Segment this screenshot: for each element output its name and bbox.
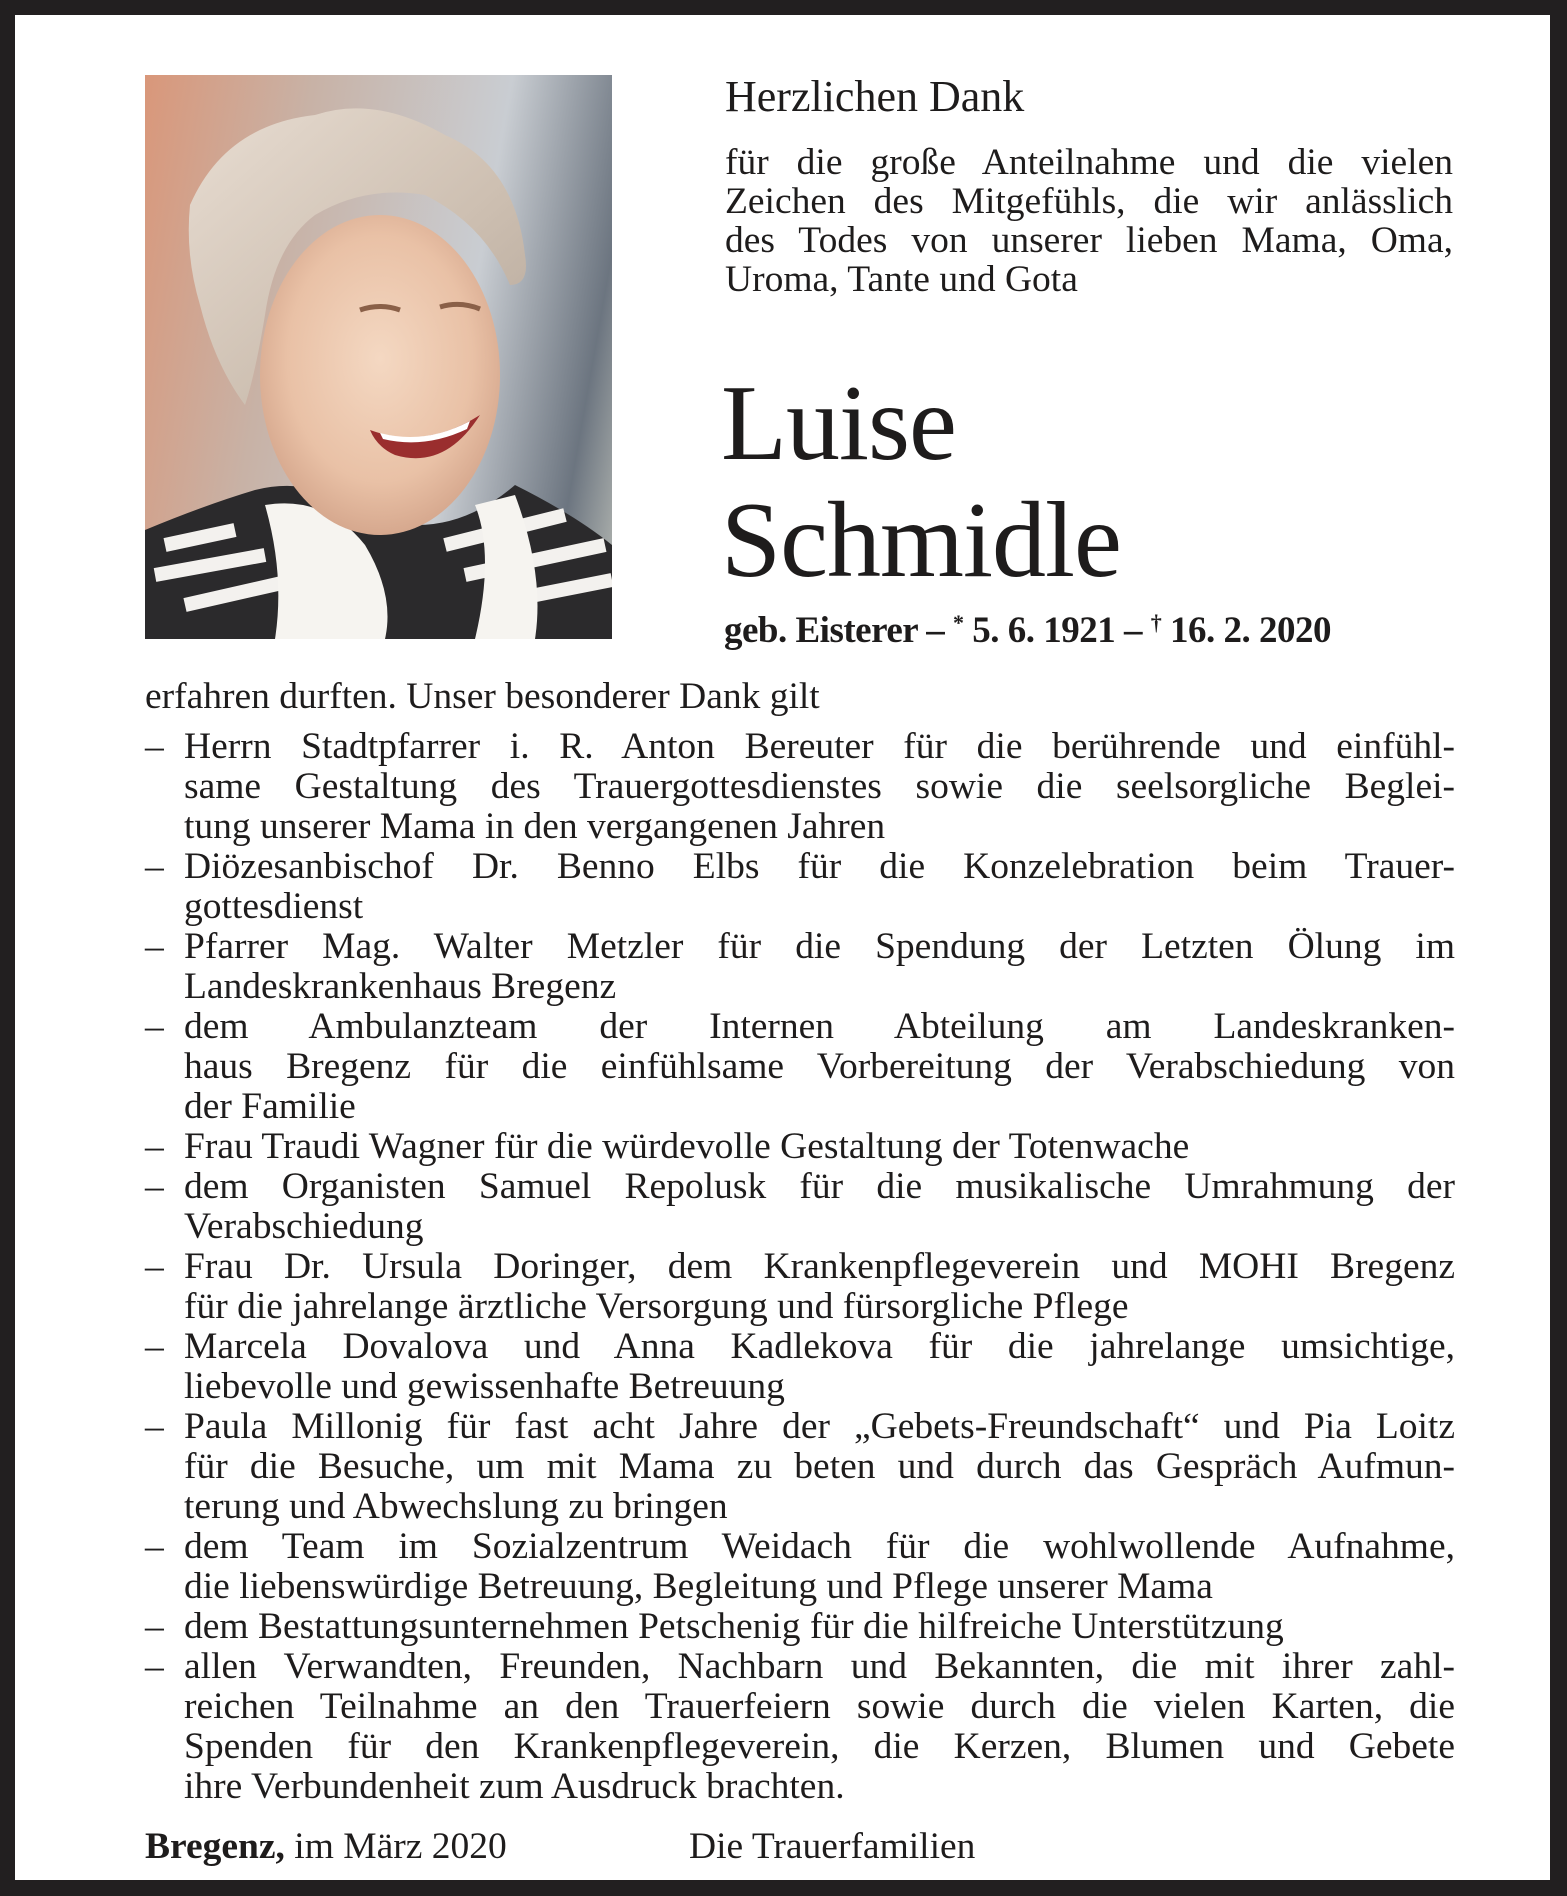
list-item: [145, 927, 1455, 1007]
list-item: [145, 1167, 1455, 1247]
list-item-line: haus Bregenz für die einfühlsame Vorbereitung der Verabschiedung von: [184, 1046, 1455, 1087]
list-item-line: dem Organisten Samuel Repolusk für die musikalische Umrahmung der: [184, 1166, 1455, 1207]
list-item-line: dem Ambulanzteam der Internen Abteilung am Landeskranken-: [184, 1006, 1455, 1047]
death-cross-icon: †: [1150, 610, 1162, 635]
birth-star-icon: *: [953, 610, 964, 635]
dash-bullet-icon: –: [145, 926, 164, 967]
date-separator: –: [1115, 610, 1151, 651]
list-item-line: Marcela Dovalova und Anna Kadlekova für die jahrelange umsichtige,: [184, 1326, 1455, 1367]
list-item-line: tung unserer Mama in den vergangenen Jahren: [184, 806, 886, 847]
last-name: Schmidle: [721, 481, 1121, 600]
dash-bullet-icon: –: [145, 1646, 164, 1687]
intro-line: des Todes von unserer lieben Mama, Oma,: [725, 220, 1453, 261]
list-item-line: für die jahrelange ärztliche Versorgung und fürsorgliche Pflege: [184, 1286, 1129, 1327]
first-name: Luise: [721, 364, 956, 483]
list-item-line: dem Team im Sozialzentrum Weidach für die wohlwollende Aufnahme,: [184, 1526, 1455, 1567]
dash-bullet-icon: –: [145, 1006, 164, 1047]
dash-bullet-icon: –: [145, 1406, 164, 1447]
death-date: 16. 2. 2020: [1170, 610, 1332, 651]
place: Bregenz,: [145, 1826, 285, 1867]
dash-bullet-icon: –: [145, 1246, 164, 1287]
list-item-line: Frau Traudi Wagner für die würdevolle Gestaltung der Totenwache: [184, 1126, 1190, 1167]
list-item-line: gottesdienst: [184, 886, 364, 927]
list-item-line: Landeskrankenhaus Bregenz: [184, 966, 617, 1007]
intro-line: Uroma, Tante und Gota: [725, 259, 1078, 300]
list-item: [145, 1007, 1455, 1127]
thanks-list: [145, 727, 1455, 1807]
list-item-line: Diözesanbischof Dr. Benno Elbs für die Konzelebration beim Trauer-: [184, 846, 1455, 887]
heading: Herzlichen Dank: [725, 72, 1025, 121]
dash-bullet-icon: –: [145, 726, 164, 767]
obituary-notice: [15, 15, 1550, 1880]
list-item: [145, 1407, 1455, 1527]
list-item-line: Frau Dr. Ursula Doringer, dem Krankenpflegeverein und MOHI Bregenz: [184, 1246, 1455, 1287]
birth-date: 5. 6. 1921: [972, 610, 1116, 651]
dash-bullet-icon: –: [145, 1126, 164, 1167]
list-item-line: same Gestaltung des Trauergottesdienstes sowie die seelsorgliche Beglei-: [184, 766, 1455, 807]
list-item: [145, 1647, 1455, 1807]
date-separator: –: [917, 610, 954, 651]
dash-bullet-icon: –: [145, 846, 164, 887]
dash-bullet-icon: –: [145, 1326, 164, 1367]
date: im März 2020: [284, 1826, 507, 1867]
place-date: [145, 1827, 507, 1867]
list-item: [145, 847, 1455, 927]
intro-line: Zeichen des Mitgefühls, die wir anlässlich: [725, 181, 1453, 222]
portrait-photo: [145, 75, 612, 639]
deceased-name: [721, 365, 1121, 599]
list-item-line: dem Bestattungsunternehmen Petschenig für die hilfreiche Unterstützung: [184, 1606, 1284, 1647]
portrait-photo-icon: [145, 75, 612, 639]
list-item: [145, 1127, 1455, 1167]
list-item-line: reichen Teilnahme an den Trauerfeiern sowie durch die vielen Karten, die: [184, 1686, 1455, 1727]
list-item-line: allen Verwandten, Freunden, Nachbarn und Bekannten, die mit ihrer zahl-: [184, 1646, 1455, 1687]
list-item-line: terung und Abwechslung zu bringen: [184, 1486, 728, 1527]
list-item: [145, 1607, 1455, 1647]
list-item-line: für die Besuche, um mit Mama zu beten und durch das Gespräch Aufmun-: [184, 1446, 1455, 1487]
list-item-line: Verabschiedung: [184, 1206, 424, 1247]
list-item-line: ihre Verbundenheit zum Ausdruck brachten.: [184, 1766, 845, 1807]
intro-line: für die große Anteilnahme und die vielen: [725, 142, 1453, 183]
signature: Die Trauerfamilien: [689, 1826, 976, 1867]
list-item-line: liebevolle und gewissenhafte Betreuung: [184, 1366, 785, 1407]
dash-bullet-icon: –: [145, 1166, 164, 1207]
list-item: [145, 1527, 1455, 1607]
list-item-line: die liebenswürdige Betreuung, Begleitung und Pflege unserer Mama: [184, 1566, 1213, 1607]
list-item: [145, 1247, 1455, 1327]
list-item-line: Herrn Stadtpfarrer i. R. Anton Bereuter für die berührende und einfühl-: [184, 726, 1455, 767]
list-item-line: Pfarrer Mag. Walter Metzler für die Spendung der Letzten Ölung im: [184, 926, 1455, 967]
list-item-line: Paula Millonig für fast acht Jahre der „Gebets-Freundschaft“ und Pia Loitz: [184, 1406, 1455, 1447]
life-dates: [724, 611, 1331, 651]
list-item: [145, 727, 1455, 847]
maiden-name: geb. Eisterer: [724, 610, 918, 651]
list-item: [145, 1327, 1455, 1407]
list-item-line: Spenden für den Krankenpflegeverein, die Kerzen, Blumen und Gebete: [184, 1726, 1455, 1767]
dash-bullet-icon: –: [145, 1606, 164, 1647]
dash-bullet-icon: –: [145, 1526, 164, 1567]
intro-paragraph: [725, 143, 1453, 299]
list-item-line: der Familie: [184, 1086, 356, 1127]
lead-sentence: erfahren durften. Unser besonderer Dank gilt: [145, 676, 820, 717]
